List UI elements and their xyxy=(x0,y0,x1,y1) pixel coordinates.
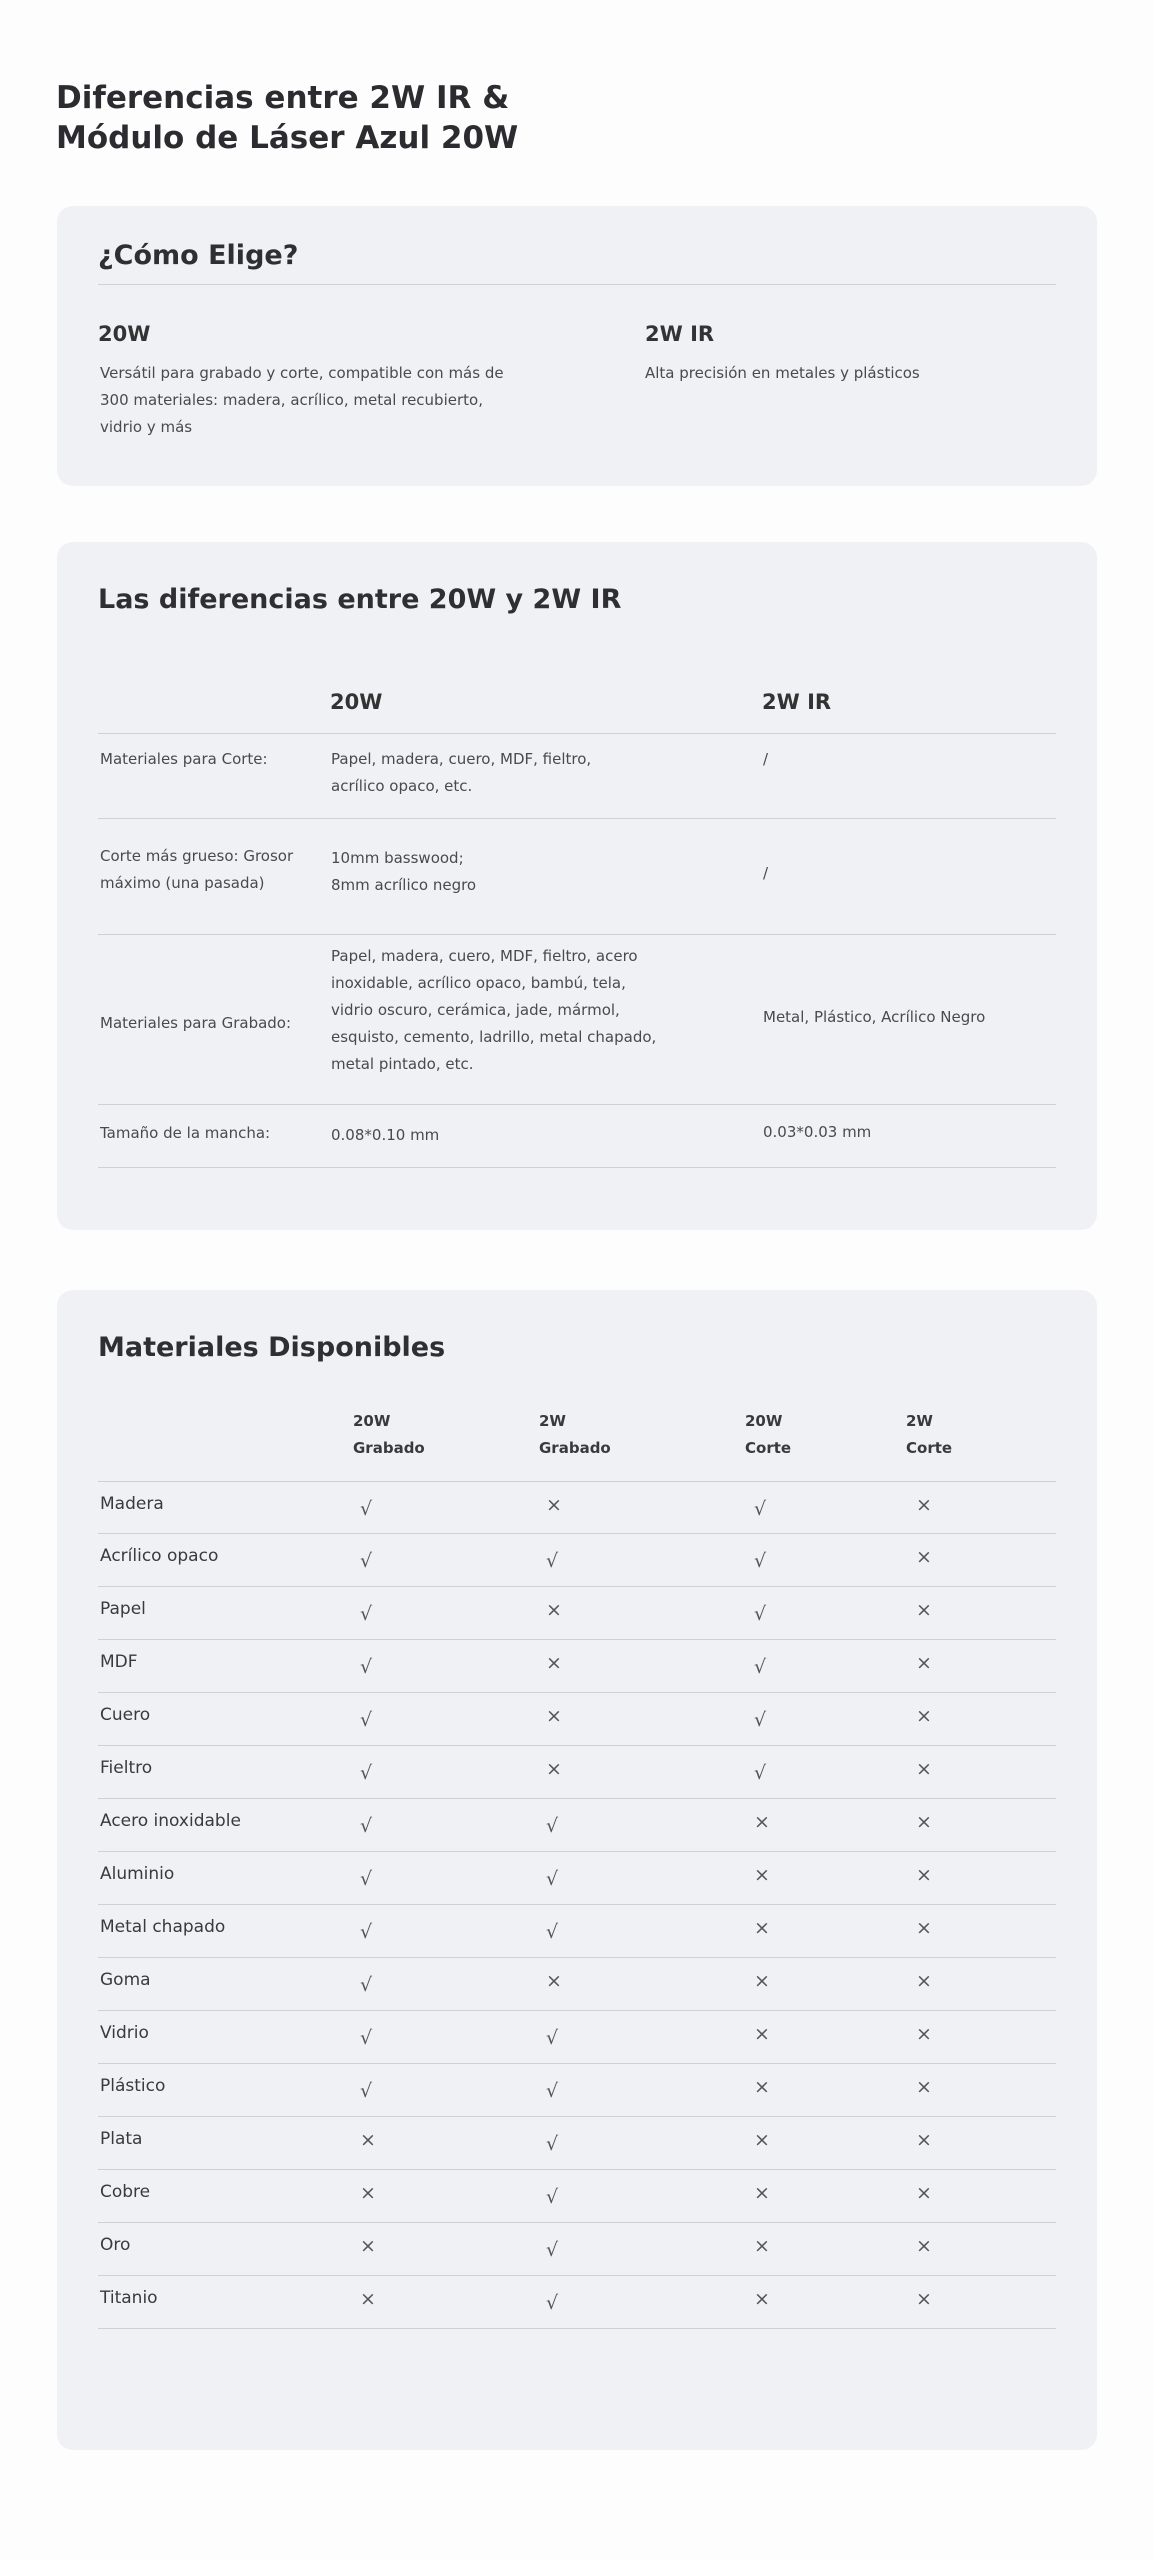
cross-mark-icon: × xyxy=(754,2023,770,2045)
cross-mark-icon: × xyxy=(916,1811,932,1833)
cross-mark-icon: × xyxy=(754,1917,770,1939)
table-row xyxy=(98,2011,1056,2064)
table-row xyxy=(98,1852,1056,1905)
material-name: Cobre xyxy=(100,2182,151,2202)
check-mark-icon: √ xyxy=(360,1974,373,1996)
material-name: Plástico xyxy=(100,2076,166,2096)
cross-mark-icon: × xyxy=(360,2129,376,2151)
materials-col-2w-corte: 2W Corte xyxy=(906,1412,953,1457)
check-mark-icon: √ xyxy=(754,1762,767,1784)
material-name: Acero inoxidable xyxy=(100,1811,241,1831)
check-mark-icon: √ xyxy=(546,1921,559,1943)
check-mark-icon: √ xyxy=(546,1550,559,1572)
differences-row-20w: Papel, madera, cuero, MDF, fieltro, acero inoxidable, acrílico opaco, bambú, tela, vidrio oscuro, cerámica, jade, mármol, esquisto, cemento, ladrillo, metal chapado, metal pintado, etc. xyxy=(331,947,657,1073)
differences-row-20w: Papel, madera, cuero, MDF, fieltro, acrílico opaco, etc. xyxy=(331,750,592,795)
materials-col-2w-grabado: 2W Grabado xyxy=(539,1412,611,1457)
differences-col-20w: 20W xyxy=(330,690,383,714)
check-mark-icon: √ xyxy=(360,1498,373,1520)
material-name: Madera xyxy=(100,1494,164,1514)
material-name: Aluminio xyxy=(100,1864,175,1884)
cross-mark-icon: × xyxy=(916,1970,932,1992)
cross-mark-icon: × xyxy=(360,2182,376,2204)
materials-col-20w-corte: 20W Corte xyxy=(745,1412,792,1457)
differences-row-20w: 0.08*0.10 mm xyxy=(331,1126,440,1144)
how-to-choose-card xyxy=(57,206,1097,486)
table-row xyxy=(98,1693,1056,1746)
cross-mark-icon: × xyxy=(754,1864,770,1886)
page-title: Diferencias entre 2W IR & Módulo de Láser Azul 20W xyxy=(56,80,519,156)
divider xyxy=(98,1104,1056,1105)
material-name: MDF xyxy=(100,1652,138,1672)
cross-mark-icon: × xyxy=(916,1864,932,1886)
cross-mark-icon: × xyxy=(916,2129,932,2151)
divider xyxy=(98,1167,1056,1168)
cross-mark-icon: × xyxy=(916,1599,932,1621)
cross-mark-icon: × xyxy=(754,1970,770,1992)
table-row xyxy=(98,1587,1056,1640)
cross-mark-icon: × xyxy=(360,2235,376,2257)
materials-col-20w-grabado: 20W Grabado xyxy=(353,1412,425,1457)
cross-mark-icon: × xyxy=(360,2288,376,2310)
table-row xyxy=(98,1481,1056,1534)
divider xyxy=(98,818,1056,819)
cross-mark-icon: × xyxy=(916,2288,932,2310)
check-mark-icon: √ xyxy=(360,1868,373,1890)
cross-mark-icon: × xyxy=(546,1494,562,1516)
cross-mark-icon: × xyxy=(916,2182,932,2204)
cross-mark-icon: × xyxy=(916,1546,932,1568)
cross-mark-icon: × xyxy=(754,2288,770,2310)
check-mark-icon: √ xyxy=(754,1603,767,1625)
cross-mark-icon: × xyxy=(916,1652,932,1674)
divider xyxy=(98,934,1056,935)
check-mark-icon: √ xyxy=(360,2027,373,2049)
table-row xyxy=(98,1746,1056,1799)
differences-card xyxy=(57,542,1097,1230)
check-mark-icon: √ xyxy=(546,2080,559,2102)
cross-mark-icon: × xyxy=(916,1494,932,1516)
table-row xyxy=(98,1799,1056,1852)
check-mark-icon: √ xyxy=(360,1550,373,1572)
materials-card xyxy=(57,1290,1097,2450)
check-mark-icon: √ xyxy=(754,1656,767,1678)
cross-mark-icon: × xyxy=(916,1758,932,1780)
differences-col-2w-ir: 2W IR xyxy=(762,690,832,714)
check-mark-icon: √ xyxy=(546,2186,559,2208)
table-row xyxy=(98,1958,1056,2011)
check-mark-icon: √ xyxy=(546,2292,559,2314)
cross-mark-icon: × xyxy=(546,1652,562,1674)
differences-title: Las diferencias entre 20W y 2W IR xyxy=(98,584,622,615)
check-mark-icon: √ xyxy=(754,1550,767,1572)
check-mark-icon: √ xyxy=(546,1868,559,1890)
differences-row-label: Materiales para Grabado: xyxy=(100,1014,292,1032)
cross-mark-icon: × xyxy=(916,2023,932,2045)
differences-row-2w: 0.03*0.03 mm xyxy=(763,1123,872,1141)
table-row xyxy=(98,1534,1056,1587)
table-row xyxy=(98,1640,1056,1693)
differences-row-2w: / xyxy=(763,864,769,882)
check-mark-icon: √ xyxy=(754,1709,767,1731)
material-name: Acrílico opaco xyxy=(100,1546,219,1566)
option-2w-ir-name: 2W IR xyxy=(645,322,715,346)
differences-row-20w: 10mm basswood; 8mm acrílico negro xyxy=(331,849,477,894)
how-to-choose-title: ¿Cómo Elige? xyxy=(98,240,299,271)
check-mark-icon: √ xyxy=(360,1656,373,1678)
check-mark-icon: √ xyxy=(360,1762,373,1784)
cross-mark-icon: × xyxy=(916,1705,932,1727)
material-name: Goma xyxy=(100,1970,151,1990)
check-mark-icon: √ xyxy=(546,1815,559,1837)
differences-row-label: Corte más grueso: Grosor máximo (una pasada) xyxy=(100,847,294,892)
divider xyxy=(98,284,1056,285)
option-20w-name: 20W xyxy=(98,322,151,346)
differences-row-2w: / xyxy=(763,750,769,768)
check-mark-icon: √ xyxy=(546,2133,559,2155)
cross-mark-icon: × xyxy=(754,2129,770,2151)
check-mark-icon: √ xyxy=(546,2027,559,2049)
check-mark-icon: √ xyxy=(546,2239,559,2261)
cross-mark-icon: × xyxy=(546,1599,562,1621)
differences-row-2w: Metal, Plástico, Acrílico Negro xyxy=(763,1008,986,1026)
material-name: Vidrio xyxy=(100,2023,149,2043)
material-name: Papel xyxy=(100,1599,146,1619)
cross-mark-icon: × xyxy=(916,2076,932,2098)
material-name: Cuero xyxy=(100,1705,151,1725)
materials-title: Materiales Disponibles xyxy=(98,1332,446,1363)
differences-row-label: Tamaño de la mancha: xyxy=(100,1124,271,1142)
cross-mark-icon: × xyxy=(546,1970,562,1992)
material-name: Titanio xyxy=(100,2288,158,2308)
table-row xyxy=(98,1905,1056,1958)
cross-mark-icon: × xyxy=(546,1705,562,1727)
option-2w-ir-desc: Alta precisión en metales y plásticos xyxy=(645,364,920,382)
check-mark-icon: √ xyxy=(360,1603,373,1625)
table-row xyxy=(98,2223,1056,2276)
material-name: Metal chapado xyxy=(100,1917,226,1937)
differences-row-label: Materiales para Corte: xyxy=(100,750,268,768)
cross-mark-icon: × xyxy=(916,1917,932,1939)
check-mark-icon: √ xyxy=(360,1709,373,1731)
cross-mark-icon: × xyxy=(754,1811,770,1833)
cross-mark-icon: × xyxy=(754,2182,770,2204)
check-mark-icon: √ xyxy=(360,1815,373,1837)
cross-mark-icon: × xyxy=(754,2235,770,2257)
option-20w-desc: Versátil para grabado y corte, compatible con más de 300 materiales: madera, acrílico, metal recubierto, vidrio y más xyxy=(100,364,504,436)
cross-mark-icon: × xyxy=(754,2076,770,2098)
table-row xyxy=(98,2276,1056,2329)
table-row xyxy=(98,2170,1056,2223)
divider xyxy=(98,733,1056,734)
table-row xyxy=(98,2064,1056,2117)
cross-mark-icon: × xyxy=(546,1758,562,1780)
cross-mark-icon: × xyxy=(916,2235,932,2257)
material-name: Plata xyxy=(100,2129,143,2149)
table-row xyxy=(98,2117,1056,2170)
check-mark-icon: √ xyxy=(360,2080,373,2102)
material-name: Fieltro xyxy=(100,1758,153,1778)
check-mark-icon: √ xyxy=(360,1921,373,1943)
material-name: Oro xyxy=(100,2235,131,2255)
check-mark-icon: √ xyxy=(754,1498,767,1520)
